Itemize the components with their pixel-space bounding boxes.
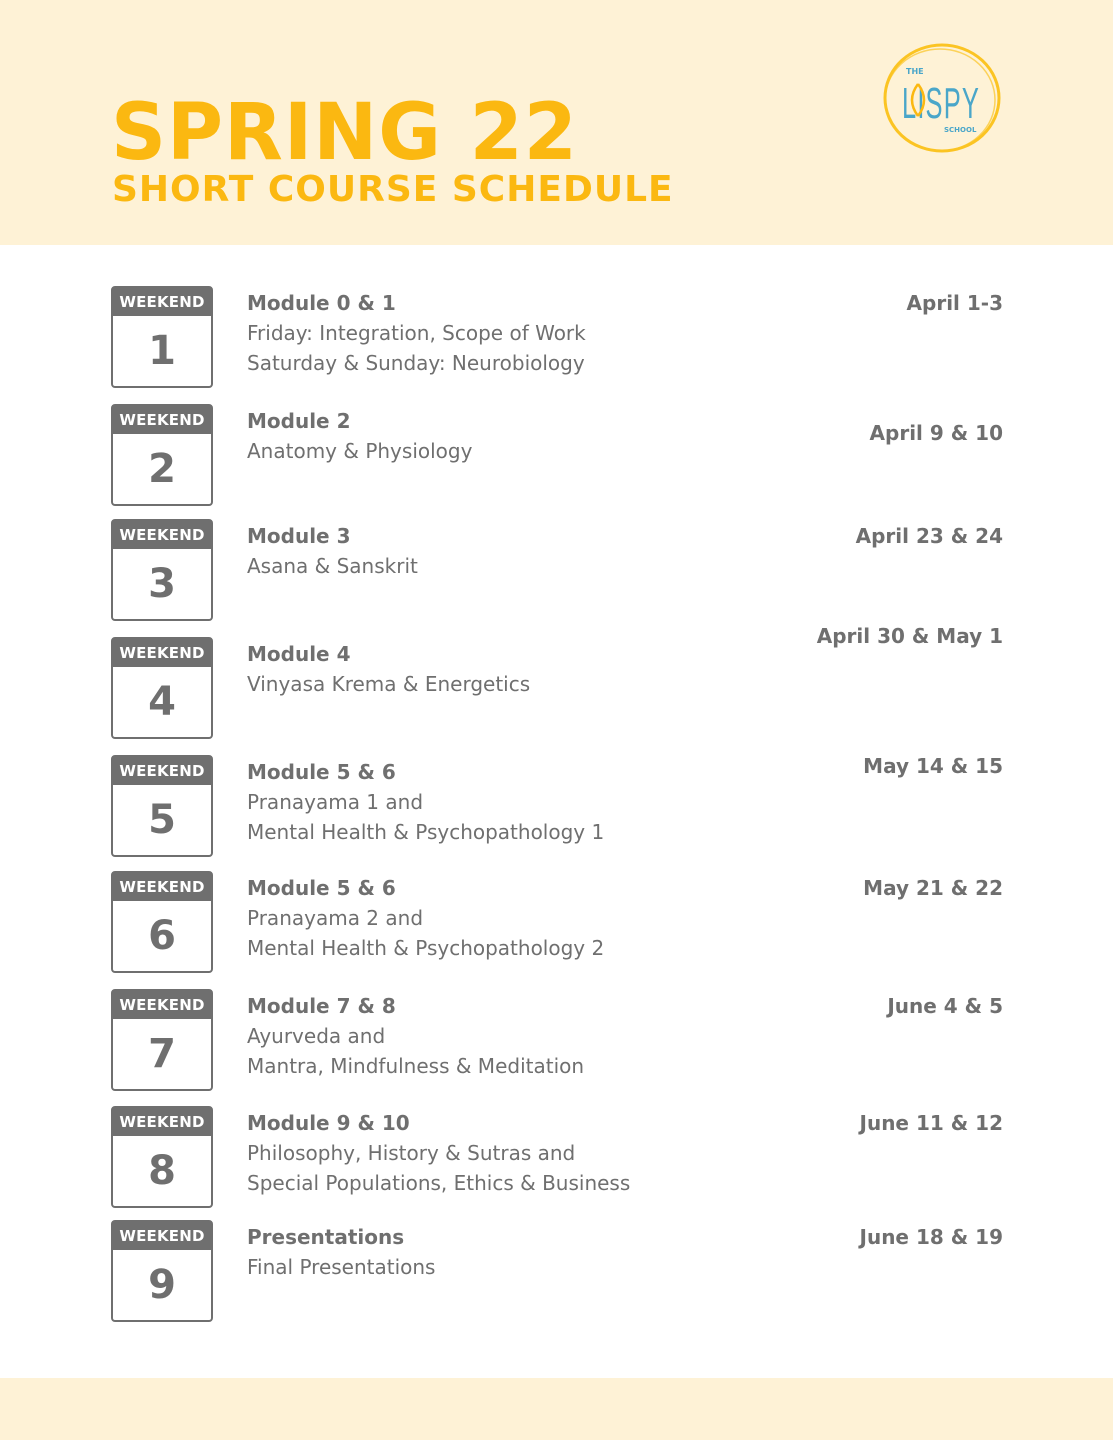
weekend-label: WEEKEND: [113, 757, 211, 785]
schedule-row: [0, 755, 1113, 860]
schedule-row: [0, 286, 1113, 391]
weekend-label: WEEKEND: [113, 873, 211, 901]
weekend-calendar-icon: [111, 519, 213, 621]
module-title: Module 3: [247, 524, 351, 548]
logo-graphic: [878, 40, 1004, 158]
module-title: Module 2: [247, 409, 351, 433]
weekend-calendar-icon: [111, 871, 213, 973]
page-title: SPRING 22: [111, 88, 578, 178]
schedule-row: [0, 989, 1113, 1094]
module-topic-line-2: Mental Health & Psychopathology 1: [247, 820, 605, 844]
module-topic-line-2: Mental Health & Psychopathology 2: [247, 936, 605, 960]
logo-main-text: LISPY: [902, 79, 980, 128]
session-date: June 18 & 19: [859, 1225, 1003, 1249]
session-date: May 21 & 22: [863, 876, 1003, 900]
session-date: April 9 & 10: [869, 421, 1003, 445]
schedule-row: [0, 404, 1113, 509]
module-title: Presentations: [247, 1225, 405, 1249]
weekend-calendar-icon: [111, 989, 213, 1091]
weekend-number: 4: [148, 679, 176, 725]
module-title: Module 7 & 8: [247, 994, 396, 1018]
module-topic-line-2: Special Populations, Ethics & Business: [247, 1171, 631, 1195]
session-date: June 11 & 12: [859, 1111, 1003, 1135]
module-title: Module 4: [247, 642, 351, 666]
module-topic-line-1: Vinyasa Krema & Energetics: [247, 672, 531, 696]
module-topic-line-1: Philosophy, History & Sutras and: [247, 1141, 576, 1165]
session-date: June 4 & 5: [887, 994, 1003, 1018]
page-subtitle: SHORT COURSE SCHEDULE: [112, 169, 674, 210]
weekend-number: 6: [148, 913, 176, 959]
module-topic-line-1: Pranayama 2 and: [247, 906, 424, 930]
weekend-label: WEEKEND: [113, 1108, 211, 1136]
weekend-calendar-icon: [111, 755, 213, 857]
module-title: Module 5 & 6: [247, 876, 396, 900]
weekend-number: 7: [148, 1031, 176, 1077]
schedule-row: [0, 1106, 1113, 1211]
weekend-label: WEEKEND: [113, 639, 211, 667]
weekend-calendar-icon: [111, 637, 213, 739]
weekend-label: WEEKEND: [113, 406, 211, 434]
session-date: April 1-3: [906, 291, 1003, 315]
session-date: April 23 & 24: [855, 524, 1003, 548]
schedule-row: [0, 1220, 1113, 1325]
module-topic-line-1: Final Presentations: [247, 1255, 436, 1279]
module-topic-line-2: Mantra, Mindfulness & Meditation: [247, 1054, 585, 1078]
schedule-row: [0, 519, 1113, 624]
weekend-number: 3: [148, 561, 176, 607]
weekend-calendar-icon: [111, 1106, 213, 1208]
module-topic-line-1: Asana & Sanskrit: [247, 554, 418, 578]
weekend-calendar-icon: [111, 404, 213, 506]
weekend-calendar-icon: [111, 1220, 213, 1322]
session-date: May 14 & 15: [863, 754, 1003, 778]
logo-bottom-text: SCHOOL: [944, 126, 977, 134]
module-title: Module 9 & 10: [247, 1111, 410, 1135]
weekend-number: 9: [148, 1262, 176, 1308]
weekend-label: WEEKEND: [113, 521, 211, 549]
module-topic-line-1: Anatomy & Physiology: [247, 439, 473, 463]
module-title: Module 5 & 6: [247, 760, 396, 784]
footer-band: [0, 1378, 1113, 1440]
weekend-calendar-icon: [111, 286, 213, 388]
session-date: April 30 & May 1: [816, 624, 1003, 648]
weekend-number: 5: [148, 797, 176, 843]
module-topic-line-2: Saturday & Sunday: Neurobiology: [247, 351, 585, 375]
schedule-row: [0, 624, 1113, 742]
weekend-label: WEEKEND: [113, 991, 211, 1019]
schedule-row: [0, 871, 1113, 976]
module-topic-line-1: Friday: Integration, Scope of Work: [247, 321, 586, 345]
weekend-number: 8: [148, 1148, 176, 1194]
weekend-number: 1: [148, 328, 176, 374]
module-title: Module 0 & 1: [247, 291, 396, 315]
weekend-label: WEEKEND: [113, 288, 211, 316]
weekend-number: 2: [148, 446, 176, 492]
school-logo: [878, 40, 1004, 158]
module-topic-line-1: Ayurveda and: [247, 1024, 386, 1048]
weekend-label: WEEKEND: [113, 1222, 211, 1250]
logo-top-text: THE: [906, 67, 924, 76]
module-topic-line-1: Pranayama 1 and: [247, 790, 424, 814]
